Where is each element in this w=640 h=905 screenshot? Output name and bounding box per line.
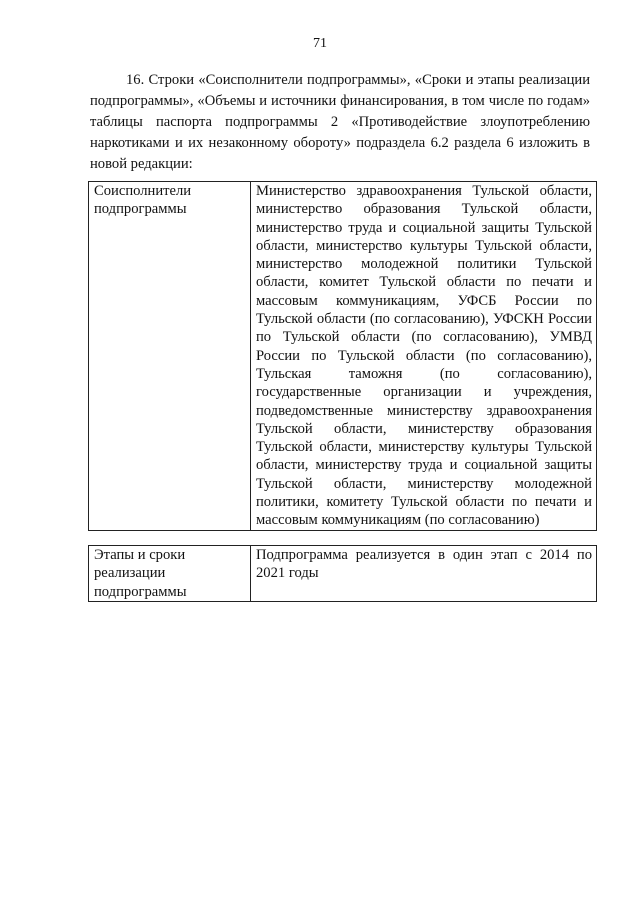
stages-table [88, 545, 597, 602]
row-value: Министерство здравоохранения Тульской области, министерство образования Тульской области, министерство труда и социальной защиты Тульской области, министерство культуры Тульской области, министерство молодежной политики Тульской области, комитет Тульской области по печати и массовым коммуникациям, УФСБ России по Тульской области (по согласованию), УФСКН России по Тульской области (по согласованию), УМВД России по Тульской области (по согласованию), Тульская таможня (по согласованию), государственные организации и учреждения, подведомственные министерству здравоохранения Тульской области, министерству образования Тульской области, министерству культуры Тульской области, министерству труда и социальной защиты Тульской области, министерству молодежной политики, комитету Тульской области по печати и массовым коммуникациям (по согласованию) [251, 182, 597, 531]
intro-paragraph: 16. Строки «Соисполнители подпрограммы», «Сроки и этапы реализации подпрограммы», «Объемы и источники финансирования, в том числе по годам» таблицы паспорта подпрограммы 2 «Противодействие злоупотреблению наркотиками и их незаконному обороту» подраздела 6.2 раздела 6 изложить в новой редакции: [90, 72, 590, 172]
page-number: 71 [313, 36, 327, 51]
row-label: Соисполнители подпрограммы [89, 182, 251, 531]
row-value: Подпрограмма реализуется в один этап с 2014 по 2021 годы [251, 546, 597, 602]
table-row [89, 182, 597, 531]
co-executors-table [88, 181, 597, 531]
row-label: Этапы и сроки реализации подпрограммы [89, 546, 251, 602]
table-row [89, 546, 597, 602]
